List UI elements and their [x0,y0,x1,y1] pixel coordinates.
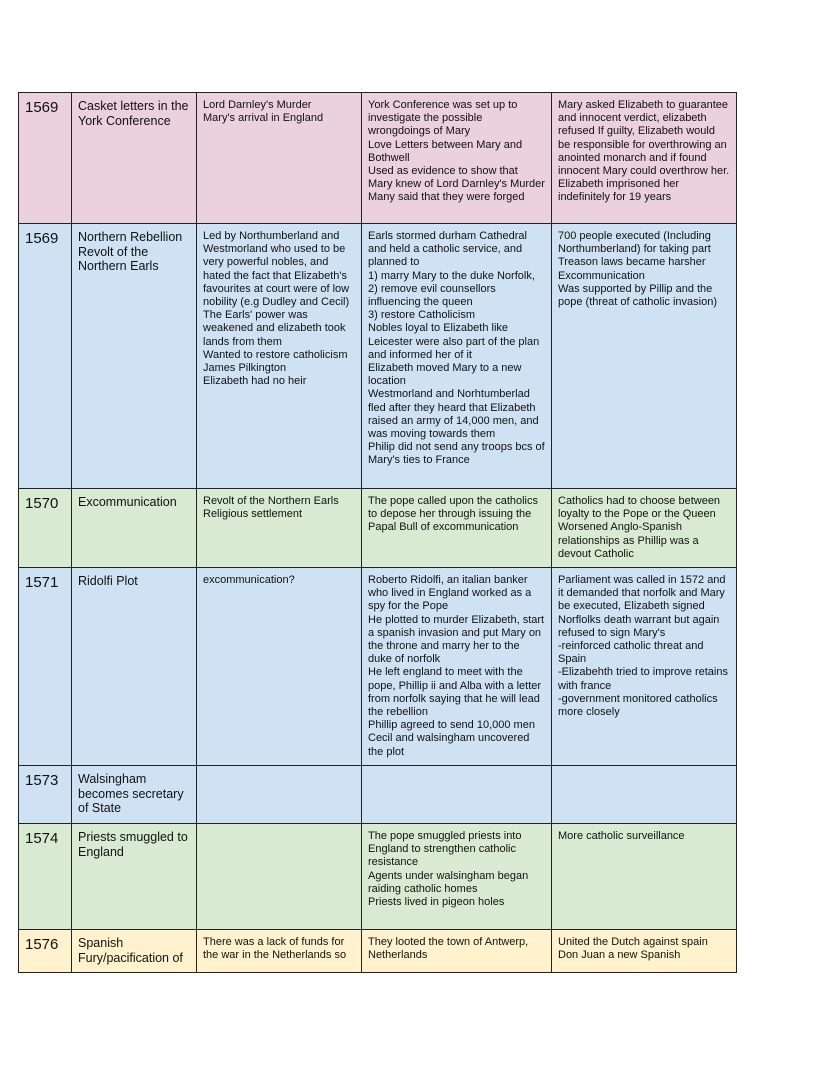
table-row [19,224,737,489]
timeline-table [18,92,737,973]
event-cell: Casket letters in the York Conference [72,93,197,224]
causes-cell: Led by Northumberland and Westmorland who used to be very powerful nobles, and hated the fact that Elizabeth's favourites at court were of low nobility (e.g Dudley and Cecil) The Earls' power was weakened and elizabeth took lands from them Wanted to restore catholicism James Pilkington Elizabeth had no heir [197,224,362,489]
event-cell: Excommunication [72,489,197,568]
causes-cell: excommunication? [197,568,362,766]
causes-cell: There was a lack of funds for the war in the Netherlands so [197,930,362,973]
event-cell: Northern Rebellion Revolt of the Northern Earls [72,224,197,489]
table-row [19,824,737,930]
causes-cell [197,824,362,930]
year-cell: 1569 [19,93,72,224]
event-cell: Walsingham becomes secretary of State [72,766,197,824]
events-cell: The pope called upon the catholics to depose her through issuing the Papal Bull of excommunication [362,489,552,568]
events-cell: They looted the town of Antwerp, Netherlands [362,930,552,973]
year-cell: 1576 [19,930,72,973]
causes-cell: Revolt of the Northern Earls Religious settlement [197,489,362,568]
causes-cell: Lord Darnley's Murder Mary's arrival in England [197,93,362,224]
event-cell: Priests smuggled to England [72,824,197,930]
events-cell [362,766,552,824]
table-row [19,489,737,568]
table-row [19,930,737,973]
consequences-cell: Mary asked Elizabeth to guarantee and innocent verdict, elizabeth refused If guilty, Elizabeth would be responsible for overthrowing an anointed monarch and if found innocent Mary could overthrow her. Elizabeth imprisoned her indefinitely for 19 years [552,93,737,224]
events-cell: The pope smuggled priests into England to strengthen catholic resistance Agents under walsingham began raiding catholic homes Priests lived in pigeon holes [362,824,552,930]
year-cell: 1571 [19,568,72,766]
table-row [19,568,737,766]
consequences-cell: More catholic surveillance [552,824,737,930]
timeline-sheet [18,92,736,973]
year-cell: 1574 [19,824,72,930]
event-cell: Spanish Fury/pacification of [72,930,197,973]
events-cell: York Conference was set up to investigate the possible wrongdoings of Mary Love Letters between Mary and Bothwell Used as evidence to show that Mary knew of Lord Darnley's Murder Many said that they were forged [362,93,552,224]
year-cell: 1569 [19,224,72,489]
year-cell: 1570 [19,489,72,568]
table-row [19,93,737,224]
consequences-cell: 700 people executed (Including Northumberland) for taking part Treason laws became harsher Excommunication Was supported by Pillip and the pope (threat of catholic invasion) [552,224,737,489]
causes-cell [197,766,362,824]
event-cell: Ridolfi Plot [72,568,197,766]
events-cell: Roberto Ridolfi, an italian banker who lived in England worked as a spy for the Pope He plotted to murder Elizabeth, start a spanish invasion and put Mary on the throne and marry her to the duke of norfolk He left england to meet with the pope, Phillip ii and Alba with a letter from norfolk saying that he will lead the rebellion Phillip agreed to send 10,000 men Cecil and walsingham uncovered the plot [362,568,552,766]
consequences-cell: United the Dutch against spain Don Juan a new Spanish [552,930,737,973]
consequences-cell: Parliament was called in 1572 and it demanded that norfolk and Mary be executed, Elizabeth signed Norflolks death warrant but again refused to sign Mary's -reinforced catholic threat and Spain -Elizabehth tried to improve retains with france -government monitored catholics more closely [552,568,737,766]
consequences-cell [552,766,737,824]
events-cell: Earls stormed durham Cathedral and held a catholic service, and planned to 1) marry Mary to the duke Norfolk, 2) remove evil counsellors influencing the queen 3) restore Catholicism Nobles loyal to Elizabeth like Leicester were also part of the plan and informed her of it Elizabeth moved Mary to a new location Westmorland and Norhtumberlad fled after they heard that Elizabeth raised an army of 14,000 men, and was moving towards them Philip did not send any troops bcs of Mary's ties to France [362,224,552,489]
consequences-cell: Catholics had to choose between loyalty to the Pope or the Queen Worsened Anglo-Spanish relationships as Phillip was a devout Catholic [552,489,737,568]
year-cell: 1573 [19,766,72,824]
table-row [19,766,737,824]
